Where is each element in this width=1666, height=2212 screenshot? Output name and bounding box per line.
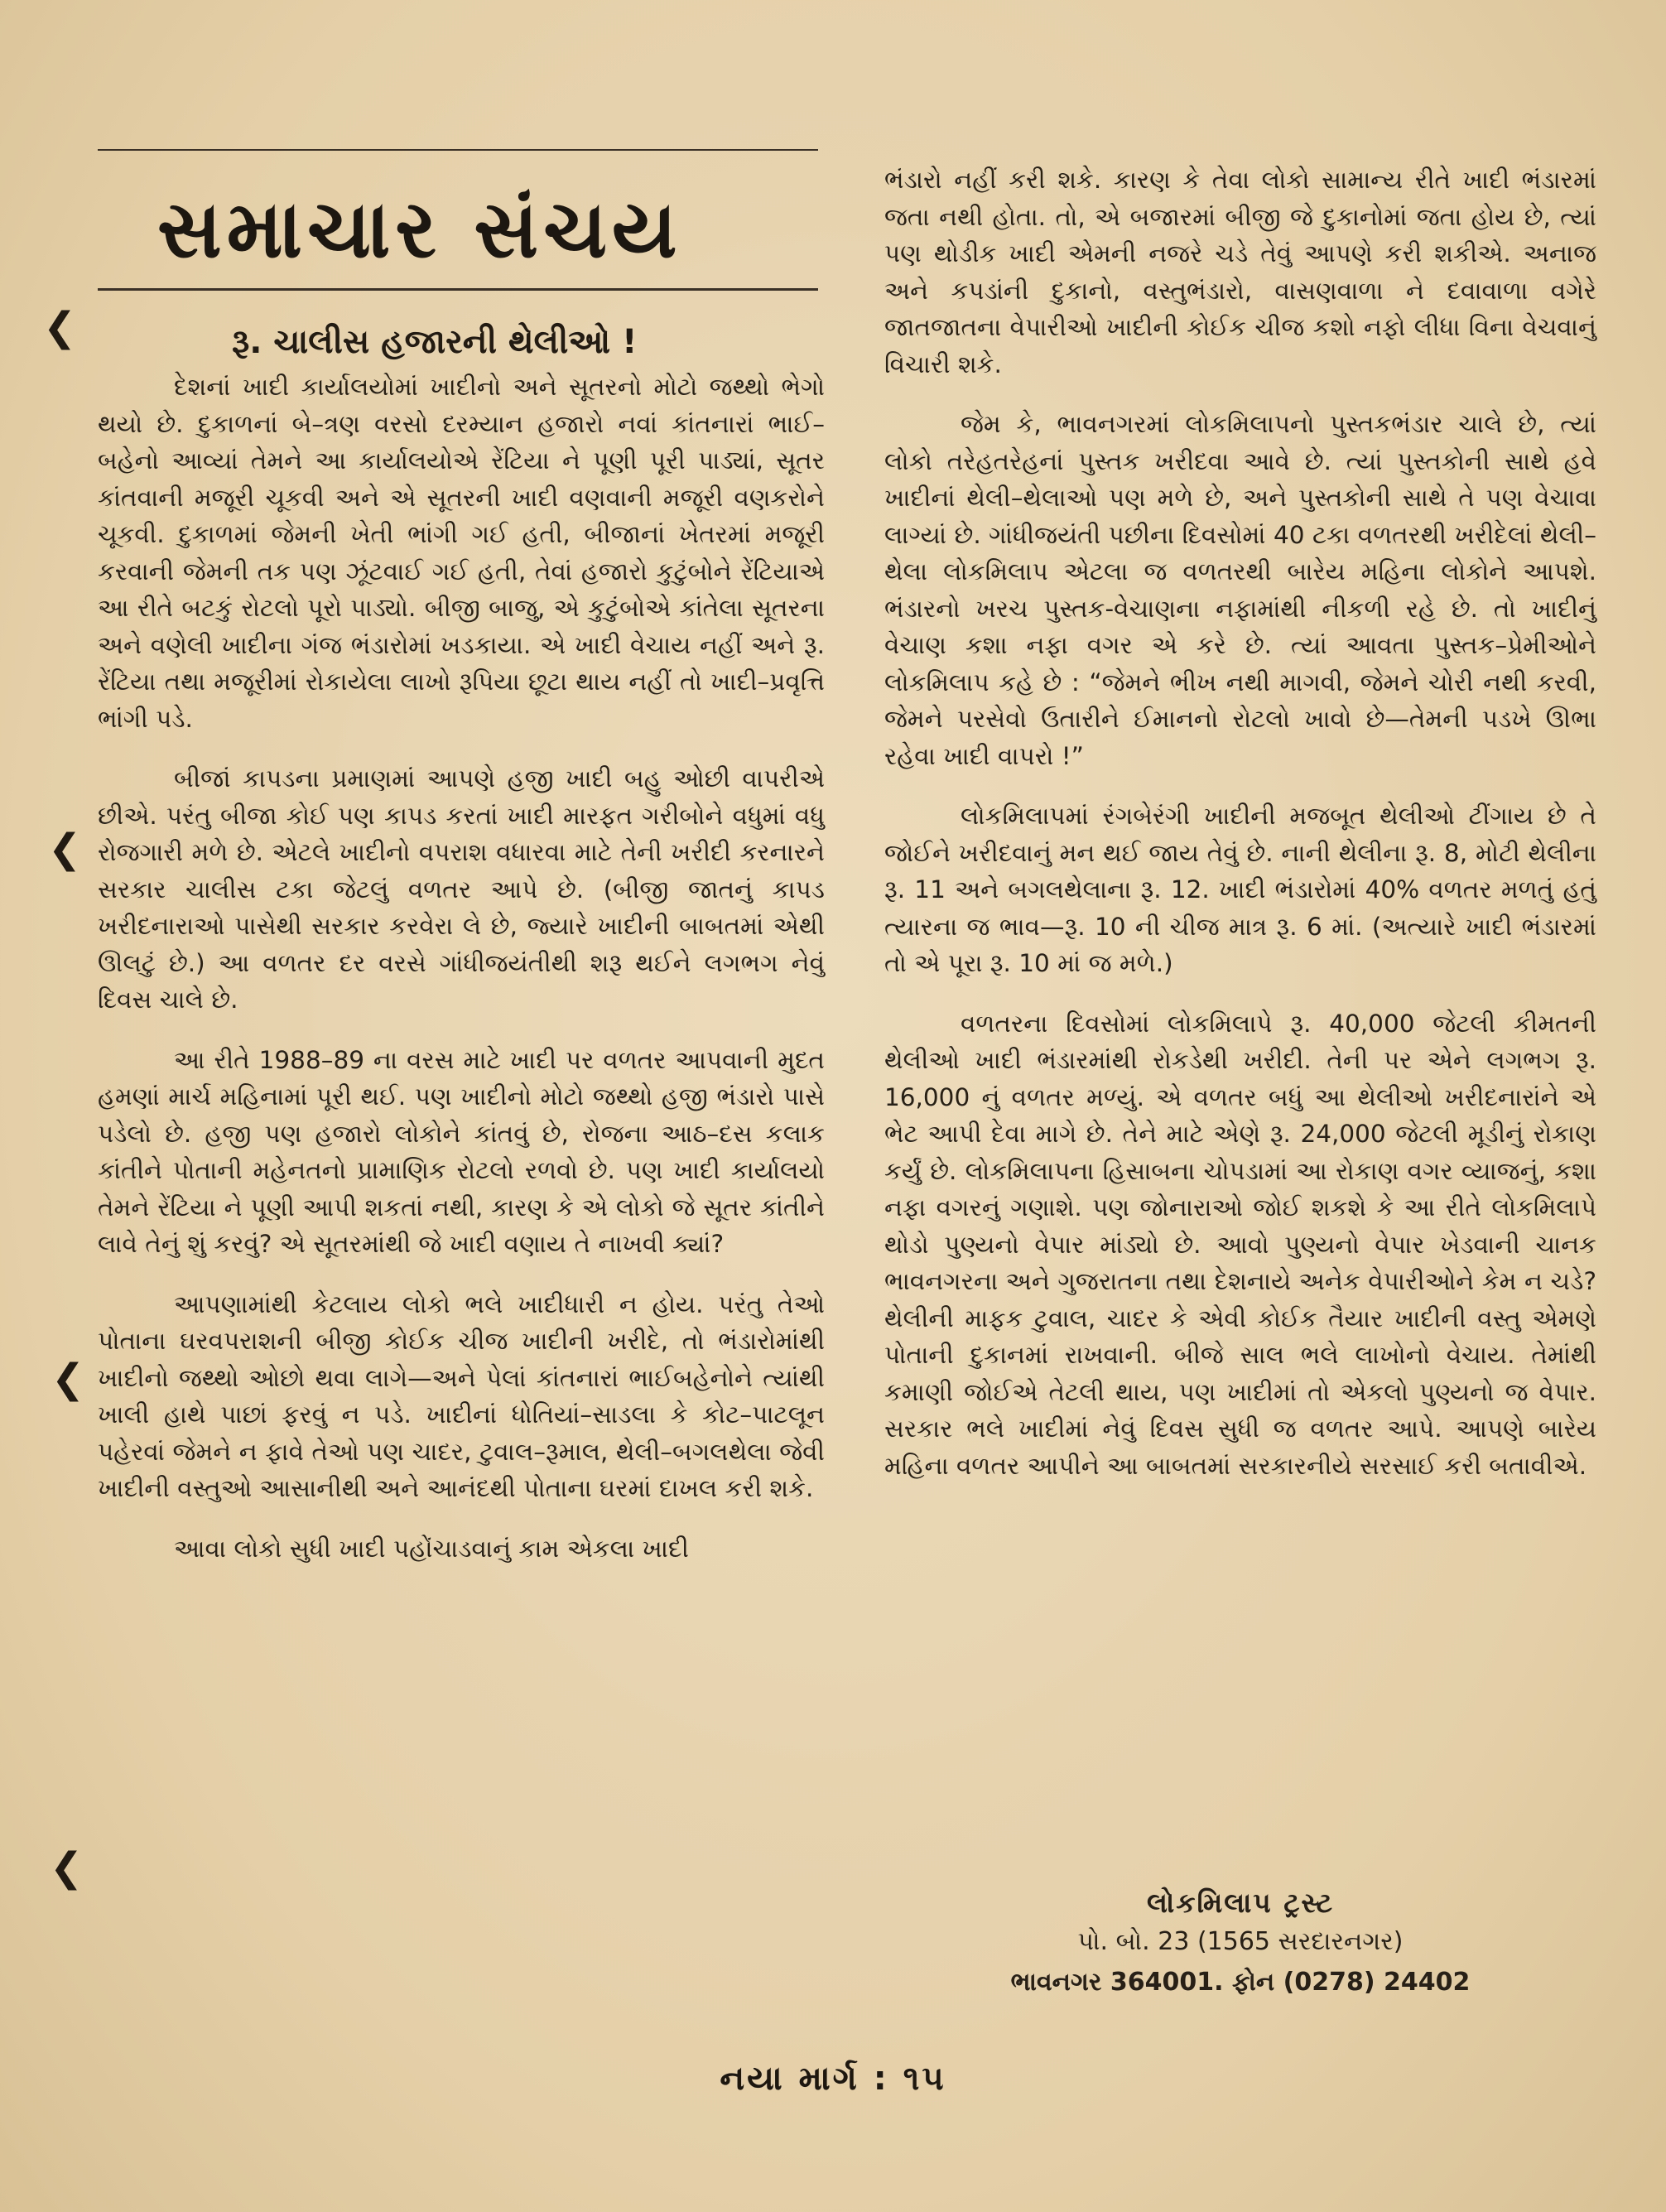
paragraph: ભંડારો નહીં કરી શકે. કારણ કે તેવા લોકો સામાન્ય રીતે ખાદી ભંડારમાં જતા નથી હોતા. તો, એ બજારમાં બીજી જે દુકાનોમાં જતા હોય છે, ત્યાં પણ થોડીક ખાદી એમની નજરે ચડે તેવું આપણે કરી શકીએ. અનાજ અને કપડાંની દુકાનો, વસ્તુભંડારો, વાસણવાળા ને દવાવાળા વગેરે જાતજાતના વેપારીઓ ખાદીની કોઈક ચીજ કશો નફો લીધા વિના વેચવાનું વિચારી શકે. bbox=[884, 166, 1596, 378]
top-rule bbox=[98, 149, 818, 151]
binding-hole-mark: ❮ bbox=[48, 826, 82, 872]
binding-hole-mark: ❮ bbox=[43, 304, 77, 350]
signature-city-phone: ભાવનગર 364001. ફોન (0278) 24402 bbox=[1010, 1968, 1471, 1997]
binding-hole-mark: ❮ bbox=[50, 1844, 84, 1891]
paragraph: આ રીતે 1988–89 ના વરસ માટે ખાદી પર વળતર આપવાની મુદત હમણાં માર્ચ મહિનામાં પૂરી થઈ. પણ ખાદીનો મોટો જથ્થો હજી ભંડારો પાસે પડેલો છે. હજી પણ હજારો લોકોને કાંતવું છે, રોજના આઠ–દસ કલાક કાંતીને પોતાની મહેનતનો પ્રામાણિક રોટલો રળવો છે. પણ ખાદી કાર્યાલયો તેમને રેંટિયા ને પૂણી આપી શકતાં નથી, કારણ કે એ લોકો જે સૂતર કાંતીને લાવે તેનું શું કરવું? એ સૂતરમાંથી જે ખાદી વણાય તે નાખવી ક્યાં? bbox=[98, 1045, 825, 1258]
page-footer: નયા માર્ગ : ૧૫ bbox=[720, 2060, 946, 2098]
paragraph: લોકમિલાપમાં રંગબેરંગી ખાદીની મજબૂત થેલીઓ ટીંગાય છે તે જોઈને ખરીદવાનું મન થઈ જાય તેવું છે. નાની થેલીના રૂ. 8, મોટી થેલીના રૂ. 11 અને બગલથેલાના રૂ. 12. ખાદી ભંડારોમાં 40% વળતર મળતું હતું ત્યારના જ ભાવ—રૂ. 10 ની ચીજ માત્ર રૂ. 6 માં. (અત્યારે ખાદી ભંડારમાં તો એ પૂરા રૂ. 10 માં જ મળે.) bbox=[884, 802, 1596, 977]
paragraph: આપણામાંથી કેટલાય લોકો ભલે ખાદીધારી ન હોય. પરંતુ તેઓ પોતાના ઘરવપરાશની બીજી કોઈક ચીજ ખાદીની ખરીદે, તો ભંડારોમાંથી ખાદીનો જથ્થો ઓછો થવા લાગે—અને પેલાં કાંતનારાં ભાઈબહેનોને ત્યાંથી ખાલી હાથે પાછાં ફરવું ન પડે. ખાદીનાં ધોતિયાં–સાડલા કે કોટ–પાટલૂન પહેરવાં જેમને ન ફાવે તેઓ પણ ચાદર, ટુવાલ–રૂમાલ, થેલી–બગલથેલા જેવી ખાદીની વસ્તુઓ આસાનીથી અને આનંદથી પોતાના ઘરમાં દાખલ કરી શકે. bbox=[98, 1289, 825, 1502]
article-headline: રૂ. ચાલીસ હજારની થેલીઓ ! bbox=[232, 323, 638, 361]
binding-hole-mark: ❮ bbox=[51, 1356, 85, 1402]
paragraph: દેશનાં ખાદી કાર્યાલયોમાં ખાદીનો અને સૂતરનો મોટો જથ્થો ભેગો થયો છે. દુકાળનાં બે–ત્રણ વરસો દરમ્યાન હજારો નવાં કાંતનારાં ભાઈ–બહેનો આવ્યાં તેમને આ કાર્યાલયોએ રેંટિયા ને પૂણી પૂરી પાડ્યાં, સૂતર કાંતવાની મજૂરી ચૂકવી અને એ સૂતરની ખાદી વણવાની મજૂરી વણકરોને ચૂકવી. દુકાળમાં જેમની ખેતી ભાંગી ગઈ હતી, બીજાનાં ખેતરમાં મજૂરી કરવાની જેમની તક પણ ઝૂંટવાઈ ગઈ હતી, તેવાં હજારો કુટુંબોને રેંટિયાએ આ રીતે બટકું રોટલો પૂરો પાડ્યો. બીજી બાજુ, એ કુટુંબોએ કાંતેલા સૂતરના અને વણેલી ખાદીના ગંજ ભંડારોમાં ખડકાયા. એ ખાદી વેચાય નહીં અને રૂ. રેંટિયા તથા મજૂરીમાં રોકાયેલા લાખો રૂપિયા છૂટા થાય નહીં તો ખાદી–પ્રવૃત્તિ ભાંગી પડે. bbox=[98, 373, 825, 733]
paragraph: બીજાં કાપડના પ્રમાણમાં આપણે હજી ખાદી બહુ ઓછી વાપરીએ છીએ. પરંતુ બીજા કોઈ પણ કાપડ કરતાં ખાદી મારફત ગરીબોને વધુમાં વધુ રોજગારી મળે છે. એટલે ખાદીનો વપરાશ વધારવા માટે તેની ખરીદી કરનારને સરકાર ચાલીસ ટકા જેટલું વળતર આપે છે. (બીજી જાતનું કાપડ ખરીદનારાઓ પાસેથી સરકાર કરવેરા લે છે, જ્યારે ખાદીની બાબતમાં એથી ઊલટું છે.) આ વળતર દર વરસે ગાંધીજયંતીથી શરૂ થઈને લગભગ નેવું દિવસ ચાલે છે. bbox=[98, 764, 825, 1014]
paragraph: આવા લોકો સુધી ખાદી પહોંચાડવાનું કામ એકલા ખાદી bbox=[174, 1534, 689, 1563]
signature-name: લોકમિલાપ ટ્રસ્ટ bbox=[1147, 1887, 1334, 1919]
masthead-title: સમાચાર સંચય bbox=[157, 182, 682, 276]
paragraph: જેમ કે, ભાવનગરમાં લોકમિલાપનો પુસ્તકભંડાર ચાલે છે, ત્યાં લોકો તરેહતરેહનાં પુસ્તક ખરીદવા આવે છે. ત્યાં પુસ્તકોની સાથે હવે ખાદીનાં થેલી–થેલાઓ પણ મળે છે, અને પુસ્તકોની સાથે તે પણ વેચાવા લાગ્યાં છે. ગાંધીજયંતી પછીના દિવસોમાં 40 ટકા વળતરથી ખરીદેલાં થેલી–થેલા લોકમિલાપ એટલા જ વળતરથી બારેય મહિના લોકોને આપશે. ભંડારનો ખરચ પુસ્તક-વેચાણના નફામાંથી નીકળી રહે છે. તો ખાદીનું વેચાણ કશા નફા વગર એ કરે છે. ત્યાં આવતા પુસ્તક–પ્રેમીઓને લોકમિલાપ કહે છે : “જેમને ભીખ નથી માગવી, જેમને ચોરી નથી કરવી, જેમને પરસેવો ઉતારીને ઈમાનનો રોટલો ખાવો છે—તેમની પડખે ઊભા રહેવા ખાદી વાપરો !” bbox=[884, 410, 1596, 770]
masthead-rule bbox=[98, 288, 818, 291]
right-column bbox=[884, 161, 1596, 1507]
signature-address: પો. બો. 23 (1565 સરદારનગર) bbox=[1077, 1927, 1404, 1956]
left-column bbox=[98, 369, 825, 1590]
paragraph: વળતરના દિવસોમાં લોકમિલાપે રૂ. 40,000 જેટલી કીમતની થેલીઓ ખાદી ભંડારમાંથી રોકડેથી ખરીદી. તેની પર એને લગભગ રૂ. 16,000 નું વળતર મળ્યું. એ વળતર બધું આ થેલીઓ ખરીદનારાંને એ ભેટ આપી દેવા માગે છે. તેને માટે એણે રૂ. 24,000 જેટલી મૂડીનું રોકાણ કર્યું છે. લોકમિલાપના હિસાબના ચોપડામાં આ રોકાણ વગર વ્યાજનું, કશા નફા વગરનું ગણાશે. પણ જોનારાઓ જોઈ શકશે કે આ રીતે લોકમિલાપે થોડો પુણ્યનો વેપાર માંડ્યો છે. આવો પુણ્યનો વેપાર ખેડવાની ચાનક ભાવનગરના અને ગુજરાતના તથા દેશનાયે અનેક વેપારીઓને કેમ ન ચડે? થેલીની માફક ટુવાલ, ચાદર કે એવી કોઈક તૈયાર ખાદીની વસ્તુ એમણે પોતાની દુકાનમાં રાખવાની. બીજે સાલ ભલે લાખોનો વેચાય. તેમાંથી કમાણી જોઈએ તેટલી થાય, પણ ખાદીમાં તો એકલો પુણ્યનો જ વેપાર. સરકાર ભલે ખાદીમાં નેવું દિવસ સુધી જ વળતર આપે. આપણે બારેય મહિના વળતર આપીને આ બાબતમાં સરકારનીયે સરસાઈ કરી બતાવીએ. bbox=[884, 1009, 1596, 1480]
